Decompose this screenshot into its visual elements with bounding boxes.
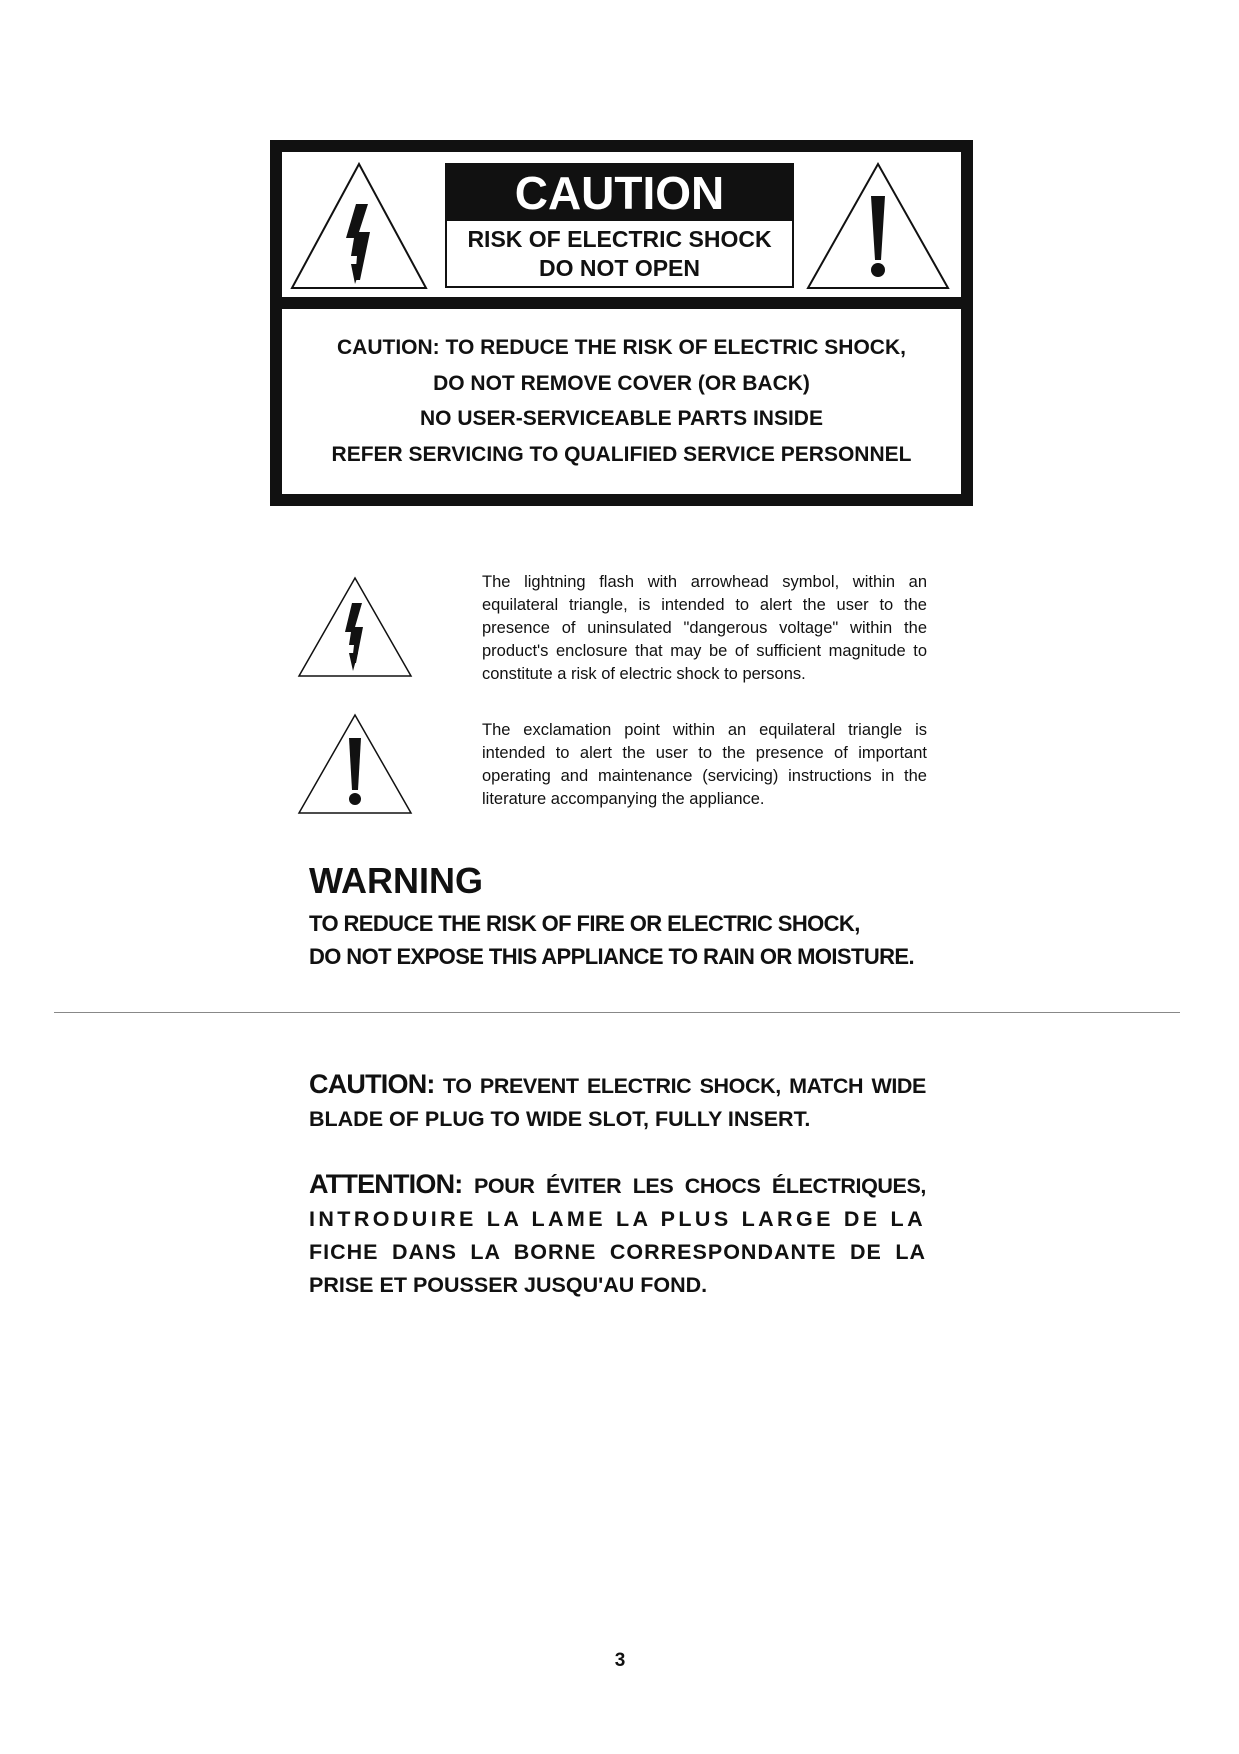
warning-line: TO REDUCE THE RISK OF FIRE OR ELECTRIC SHOCK, xyxy=(309,911,860,936)
warning-text xyxy=(309,907,914,973)
caution-subtitle-line: DO NOT OPEN xyxy=(538,255,700,281)
plug-caution-text: TO PREVENT ELECTRIC SHOCK, MATCH WIDE xyxy=(442,1074,926,1098)
caution-label-line: CAUTION: TO REDUCE THE RISK OF ELECTRIC SHOCK, xyxy=(337,336,906,359)
plug-attention-head: ATTENTION: xyxy=(309,1169,463,1199)
page-number: 3 xyxy=(614,1650,626,1671)
exclamation-symbol-icon xyxy=(296,712,414,816)
plug-caution xyxy=(309,1068,926,1136)
caution-title: CAUTION xyxy=(447,165,792,221)
caution-label-line: NO USER-SERVICEABLE PARTS INSIDE xyxy=(420,407,823,430)
exclamation-triangle-icon xyxy=(804,160,952,292)
warning-title: WARNING xyxy=(309,860,483,901)
exclamation-explanation: The exclamation point within an equilateral triangle is intended to alert the user to the presence of important operating and maintenance (servicing) instructions in the literature accompanying the appliance. xyxy=(482,721,927,808)
label-divider xyxy=(270,297,973,309)
caution-subtitle xyxy=(447,225,792,283)
lightning-explanation: The lightning flash with arrowhead symbol, within an equilateral triangle, is intended to alert the user to the presence of uninsulated "dangerous voltage" within the product's enclosure that may be of sufficient magnitude to constitute a risk of electric shock to persons. xyxy=(482,573,927,683)
plug-attention-line: PRISE ET POUSSER JUSQU'AU FOND. xyxy=(309,1273,708,1297)
caution-header xyxy=(445,163,794,288)
caution-label-line: DO NOT REMOVE COVER (OR BACK) xyxy=(433,371,810,395)
lightning-triangle-icon xyxy=(288,160,430,292)
caution-label-text xyxy=(282,330,961,472)
warning-line: DO NOT EXPOSE THIS APPLIANCE TO RAIN OR MOISTURE. xyxy=(309,944,914,969)
lightning-symbol-icon xyxy=(296,575,414,679)
plug-attention-text: POUR ÉVITER LES CHOCS ÉLECTRIQUES, xyxy=(473,1174,926,1198)
caution-label-line: REFER SERVICING TO QUALIFIED SERVICE PERSONNEL xyxy=(331,442,912,466)
plug-caution-line xyxy=(309,1068,926,1103)
plug-attention-line xyxy=(309,1168,926,1203)
plug-attention-line: INTRODUIRE LA LAME LA PLUS LARGE DE LA xyxy=(309,1207,926,1231)
plug-caution-head: CAUTION: xyxy=(309,1069,435,1099)
plug-attention xyxy=(309,1168,926,1302)
plug-caution-line: BLADE OF PLUG TO WIDE SLOT, FULLY INSERT. xyxy=(309,1107,811,1131)
plug-attention-line: FICHE DANS LA BORNE CORRESPONDANTE DE LA xyxy=(309,1240,926,1264)
caution-subtitle-line: RISK OF ELECTRIC SHOCK xyxy=(467,226,772,252)
section-divider xyxy=(54,1012,1180,1013)
